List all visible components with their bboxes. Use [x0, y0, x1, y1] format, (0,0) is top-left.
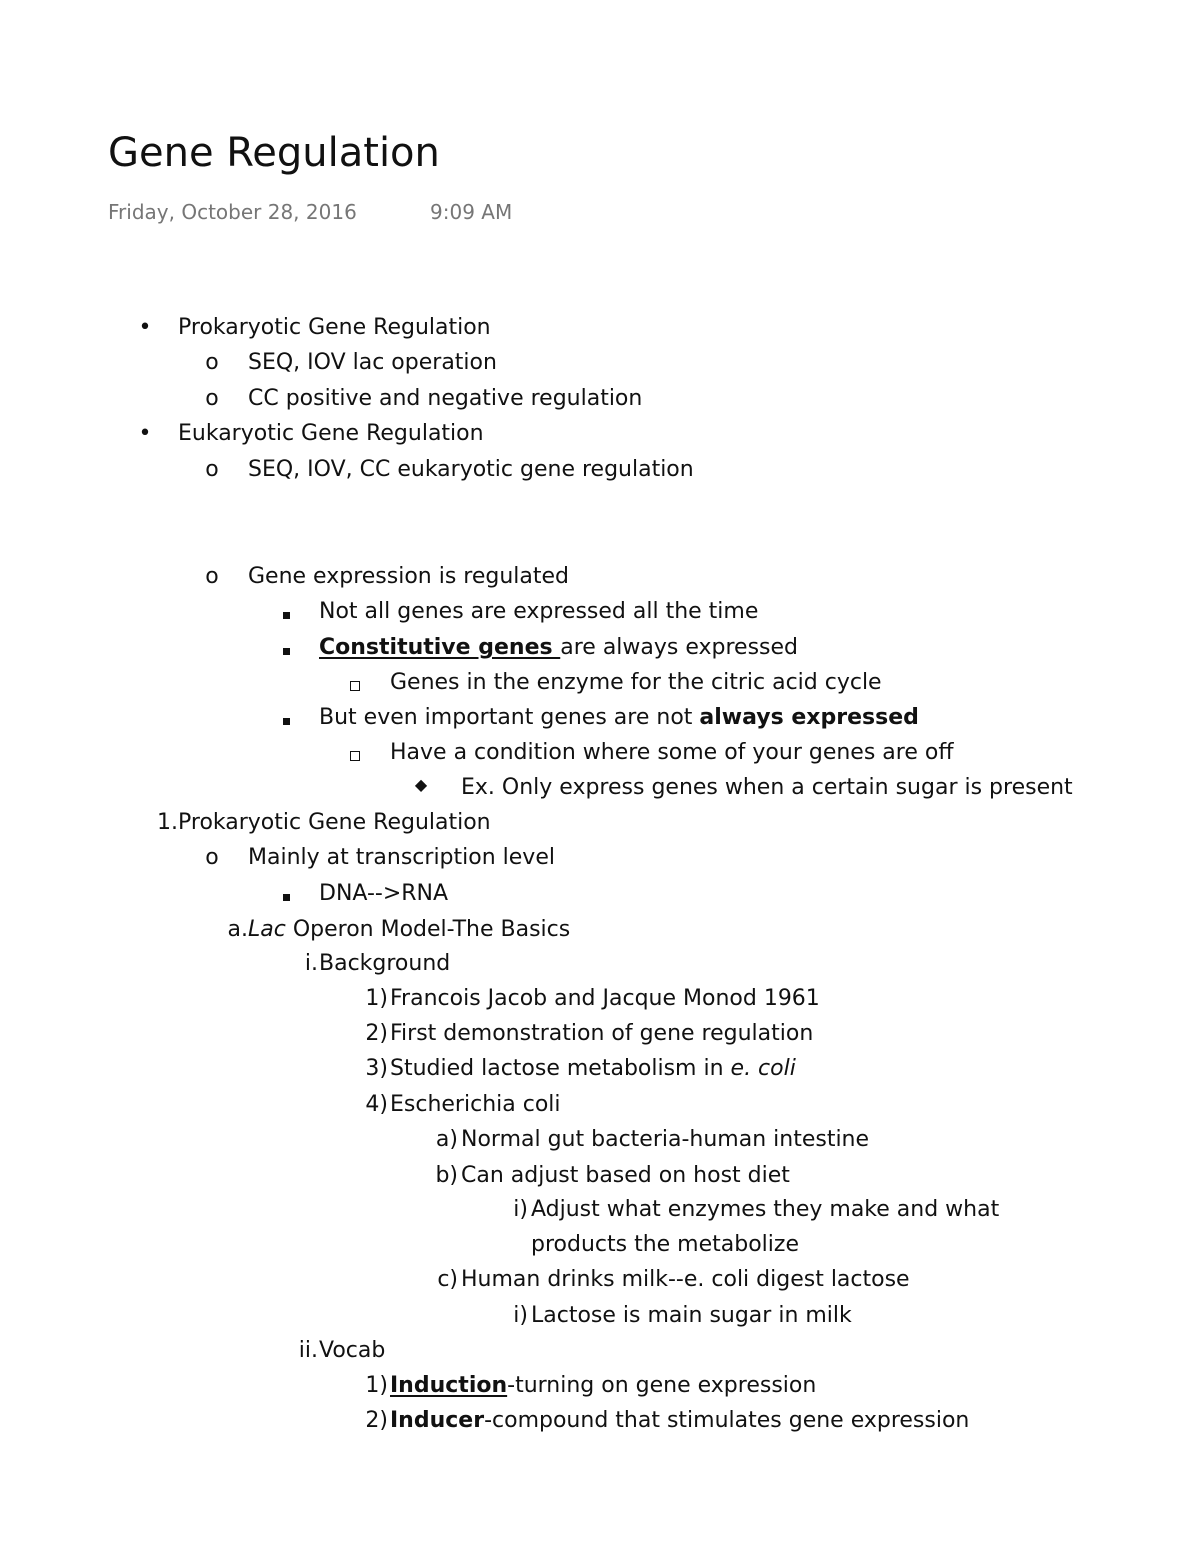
outline-text: [390, 986, 820, 1011]
outline-row: [0, 986, 1200, 1020]
bullet-circle-icon: o: [205, 350, 219, 375]
bullet-hollow-square-icon: [345, 740, 365, 767]
outline-row: [0, 1232, 1200, 1266]
outline-row: [0, 1163, 1200, 1197]
outline-row: [0, 421, 1200, 455]
list-number: 4): [365, 1092, 388, 1117]
outline-text-run: Ex. Only express genes when a certain sugar is present: [461, 775, 1073, 800]
outline-row: [0, 1373, 1200, 1407]
bullet-circle-icon: o: [205, 845, 219, 870]
outline-text: [390, 1092, 561, 1117]
outline-text-run: Escherichia coli: [390, 1092, 561, 1117]
outline-row: [0, 1021, 1200, 1055]
outline-text: [248, 350, 497, 375]
list-number: 2): [365, 1021, 388, 1046]
outline-text: [390, 1373, 816, 1398]
outline-text-run: Francois Jacob and Jacque Monod 1961: [390, 986, 820, 1011]
outline-row: [0, 350, 1200, 384]
outline-row: [0, 599, 1200, 633]
outline-row: [0, 1303, 1200, 1337]
list-number: i.: [304, 951, 318, 976]
outline-row: [0, 1092, 1200, 1126]
outline-text: [531, 1232, 799, 1257]
outline-row: [0, 740, 1200, 774]
outline-row: [0, 1338, 1200, 1372]
outline-text-run: Prokaryotic Gene Regulation: [178, 810, 491, 835]
outline-text: [390, 1021, 813, 1046]
outline-text: [319, 951, 450, 976]
bullet-circle-icon: o: [205, 386, 219, 411]
bullet-dot-icon: •: [138, 421, 152, 446]
outline-text: [390, 670, 882, 695]
outline-row: [0, 917, 1200, 951]
outline-text-run: always expressed: [699, 705, 919, 730]
outline-text: [319, 881, 448, 906]
outline-text: [461, 1127, 869, 1152]
outline-row: [0, 845, 1200, 879]
outline-text: [248, 457, 694, 482]
bullet-square-icon: [276, 599, 296, 625]
outline-text-run: e. coli: [730, 1056, 796, 1081]
outline-text: [319, 635, 798, 660]
outline-row: [0, 457, 1200, 491]
bullet-dot-icon: •: [138, 315, 152, 340]
outline-text-run: CC positive and negative regulation: [248, 386, 643, 411]
bullet-square-icon: [276, 881, 296, 907]
list-number: ii.: [298, 1338, 318, 1363]
list-number: b): [435, 1163, 458, 1188]
outline-text-run: First demonstration of gene regulation: [390, 1021, 814, 1046]
outline-row: [0, 881, 1200, 915]
outline-text-run: Human drinks milk--e. coli digest lactose: [461, 1267, 910, 1292]
bullet-diamond-icon: ◆: [414, 775, 428, 794]
bullet-circle-icon: o: [205, 457, 219, 482]
outline-text-run: Prokaryotic Gene Regulation: [178, 315, 491, 340]
list-number: 1): [365, 986, 388, 1011]
outline-text-run: Normal gut bacteria-human intestine: [461, 1127, 870, 1152]
outline-text-run: Eukaryotic Gene Regulation: [178, 421, 484, 446]
list-number: 3): [365, 1056, 388, 1081]
outline-text: [390, 740, 953, 765]
outline-text-run: -compound that stimulates gene expression: [484, 1408, 970, 1433]
outline-text-run: are always expressed: [560, 635, 799, 660]
outline-text-run: But even important genes are not: [319, 705, 700, 730]
outline-text: [248, 386, 642, 411]
page-time: 9:09 AM: [430, 200, 513, 224]
outline-text-run: DNA-->RNA: [319, 881, 449, 906]
outline-text-run: SEQ, IOV, CC eukaryotic gene regulation: [248, 457, 694, 482]
outline-row: [0, 775, 1200, 809]
outline-row: [0, 386, 1200, 420]
outline-text-run: Constitutive genes: [319, 635, 561, 660]
outline-row: [0, 1056, 1200, 1090]
outline-text-run: products the metabolize: [531, 1232, 799, 1257]
outline-text: [531, 1197, 999, 1222]
outline-text: [319, 705, 919, 730]
outline-text-run: Gene expression is regulated: [248, 564, 570, 589]
outline-text-run: Can adjust based on host diet: [461, 1163, 790, 1188]
outline-text: [461, 1267, 910, 1292]
list-number: a.: [227, 917, 248, 942]
outline-text-run: Background: [319, 951, 451, 976]
outline-row: [0, 635, 1200, 669]
outline-text-run: Not all genes are expressed all the time: [319, 599, 759, 624]
bullet-circle-icon: o: [205, 564, 219, 589]
list-number: i): [513, 1197, 528, 1222]
outline-text: [319, 1338, 385, 1363]
bullet-square-icon: [276, 705, 296, 731]
outline-text-run: Lactose is main sugar in milk: [531, 1303, 852, 1328]
list-number: a): [435, 1127, 458, 1152]
outline-text-run: Lac: [248, 917, 286, 942]
outline-text: [531, 1303, 852, 1328]
outline-row: [0, 810, 1200, 844]
outline-row: [0, 705, 1200, 739]
outline-text: [461, 775, 1073, 800]
outline-text-run: Adjust what enzymes they make and what: [531, 1197, 1000, 1222]
bullet-hollow-square-icon: [345, 670, 365, 697]
outline-text: [248, 917, 570, 942]
outline-row: [0, 564, 1200, 598]
outline-text: [319, 599, 758, 624]
outline-text-run: Induction: [390, 1373, 508, 1398]
outline-row: [0, 1197, 1200, 1231]
outline-text: [178, 421, 484, 446]
outline-text-run: Have a condition where some of your genes are off: [390, 740, 954, 765]
outline-row: [0, 670, 1200, 704]
outline-text: [178, 810, 491, 835]
list-number: 1): [365, 1373, 388, 1398]
outline-text-run: Genes in the enzyme for the citric acid cycle: [390, 670, 882, 695]
outline-text-run: -turning on gene expression: [507, 1373, 817, 1398]
outline-text-run: Studied lactose metabolism in: [390, 1056, 731, 1081]
list-number: c): [437, 1267, 458, 1292]
outline-row: [0, 1267, 1200, 1301]
outline-text: [461, 1163, 790, 1188]
outline-row: [0, 315, 1200, 349]
outline-text: [178, 315, 491, 340]
outline-text-run: Vocab: [319, 1338, 386, 1363]
outline-text: [248, 845, 555, 870]
outline-text: [248, 564, 569, 589]
bullet-square-icon: [276, 635, 296, 661]
page-title: Gene Regulation: [108, 130, 440, 176]
outline-row: [0, 951, 1200, 985]
outline-text-run: SEQ, IOV lac operation: [248, 350, 497, 375]
outline-text-run: Mainly at transcription level: [248, 845, 555, 870]
list-number: 2): [365, 1408, 388, 1433]
outline-text: [390, 1408, 969, 1433]
outline-row: [0, 1408, 1200, 1442]
list-number: i): [513, 1303, 528, 1328]
outline-row: [0, 1127, 1200, 1161]
outline-text-run: Operon Model-The Basics: [285, 917, 571, 942]
outline-text: [390, 1056, 796, 1081]
page-date: Friday, October 28, 2016: [108, 200, 357, 224]
list-number: 1.: [157, 810, 178, 835]
outline-text-run: Inducer: [390, 1408, 485, 1433]
